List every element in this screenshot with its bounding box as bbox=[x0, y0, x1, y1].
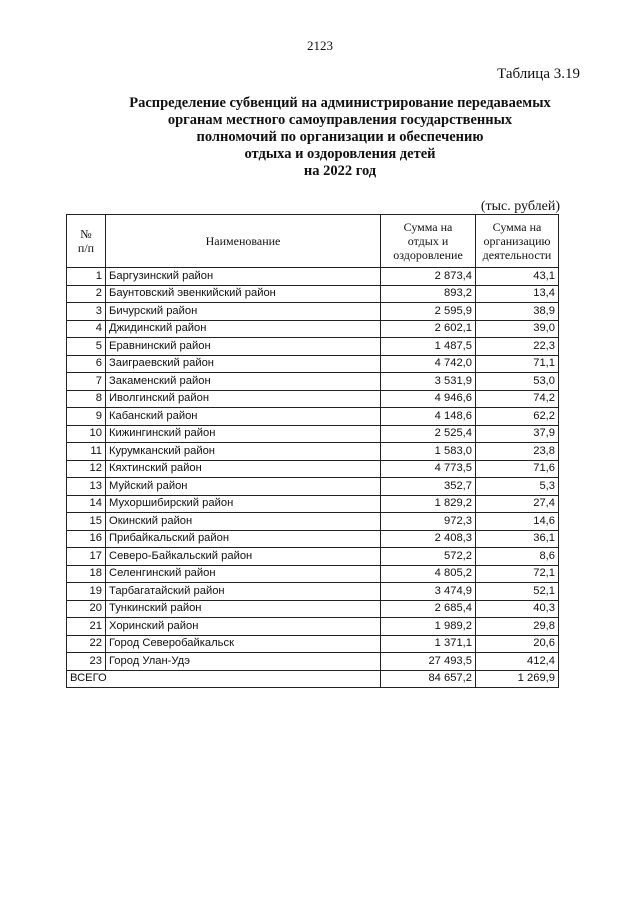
row-number: 10 bbox=[67, 425, 106, 443]
header-rest-line: Сумма на bbox=[403, 220, 453, 234]
row-org-sum: 5,3 bbox=[476, 478, 559, 496]
row-number: 4 bbox=[67, 320, 106, 338]
row-number: 11 bbox=[67, 443, 106, 461]
row-org-sum: 52,1 bbox=[476, 583, 559, 601]
table-row bbox=[67, 653, 559, 671]
row-name: Джидинский район bbox=[106, 320, 381, 338]
table-row bbox=[67, 285, 559, 303]
row-name: Тарбагатайский район bbox=[106, 583, 381, 601]
table-row bbox=[67, 600, 559, 618]
row-number: 20 bbox=[67, 600, 106, 618]
row-org-sum: 74,2 bbox=[476, 390, 559, 408]
row-rest-sum: 4 742,0 bbox=[381, 355, 476, 373]
row-number: 22 bbox=[67, 635, 106, 653]
row-name: Мухоршибирский район bbox=[106, 495, 381, 513]
row-name: Еравнинский район bbox=[106, 338, 381, 356]
row-name: Курумканский район bbox=[106, 443, 381, 461]
row-org-sum: 38,9 bbox=[476, 303, 559, 321]
row-rest-sum: 27 493,5 bbox=[381, 653, 476, 671]
header-name: Наименование bbox=[106, 215, 381, 268]
row-rest-sum: 2 525,4 bbox=[381, 425, 476, 443]
title-line: полномочий по организации и обеспечению bbox=[196, 129, 484, 145]
row-rest-sum: 2 873,4 bbox=[381, 268, 476, 286]
table-row bbox=[67, 320, 559, 338]
total-org-sum: 1 269,9 bbox=[476, 670, 559, 688]
row-org-sum: 23,8 bbox=[476, 443, 559, 461]
row-org-sum: 40,3 bbox=[476, 600, 559, 618]
table-row bbox=[67, 355, 559, 373]
row-number: 1 bbox=[67, 268, 106, 286]
table-row bbox=[67, 425, 559, 443]
row-rest-sum: 4 773,5 bbox=[381, 460, 476, 478]
row-number: 5 bbox=[67, 338, 106, 356]
row-org-sum: 72,1 bbox=[476, 565, 559, 583]
row-rest-sum: 2 602,1 bbox=[381, 320, 476, 338]
total-label: ВСЕГО bbox=[67, 670, 381, 688]
header-rest-sum bbox=[381, 215, 476, 268]
row-rest-sum: 1 989,2 bbox=[381, 618, 476, 636]
table-row bbox=[67, 618, 559, 636]
row-org-sum: 22,3 bbox=[476, 338, 559, 356]
row-name: Бичурский район bbox=[106, 303, 381, 321]
row-number: 7 bbox=[67, 373, 106, 391]
row-rest-sum: 1 371,1 bbox=[381, 635, 476, 653]
row-number: 3 bbox=[67, 303, 106, 321]
title-line: отдыха и оздоровления детей bbox=[244, 146, 436, 162]
row-number: 14 bbox=[67, 495, 106, 513]
row-rest-sum: 4 946,6 bbox=[381, 390, 476, 408]
row-org-sum: 29,8 bbox=[476, 618, 559, 636]
row-number: 12 bbox=[67, 460, 106, 478]
total-rest-sum: 84 657,2 bbox=[381, 670, 476, 688]
row-name: Баунтовский эвенкийский район bbox=[106, 285, 381, 303]
row-number: 15 bbox=[67, 513, 106, 531]
row-rest-sum: 1 829,2 bbox=[381, 495, 476, 513]
row-number: 13 bbox=[67, 478, 106, 496]
row-number: 18 bbox=[67, 565, 106, 583]
row-name: Хоринский район bbox=[106, 618, 381, 636]
row-rest-sum: 2 685,4 bbox=[381, 600, 476, 618]
table-body bbox=[67, 268, 559, 688]
header-org-sum bbox=[476, 215, 559, 268]
row-number: 16 bbox=[67, 530, 106, 548]
table-row bbox=[67, 565, 559, 583]
row-name: Прибайкальский район bbox=[106, 530, 381, 548]
row-name: Кижингинский район bbox=[106, 425, 381, 443]
header-org-line: деятельности bbox=[482, 248, 552, 262]
row-name: Заиграевский район bbox=[106, 355, 381, 373]
table-row bbox=[67, 338, 559, 356]
row-name: Иволгинский район bbox=[106, 390, 381, 408]
row-org-sum: 8,6 bbox=[476, 548, 559, 566]
row-rest-sum: 1 583,0 bbox=[381, 443, 476, 461]
table-row bbox=[67, 408, 559, 426]
row-name: Тункинский район bbox=[106, 600, 381, 618]
row-org-sum: 14,6 bbox=[476, 513, 559, 531]
row-org-sum: 39,0 bbox=[476, 320, 559, 338]
row-rest-sum: 2 595,9 bbox=[381, 303, 476, 321]
row-org-sum: 13,4 bbox=[476, 285, 559, 303]
row-number: 17 bbox=[67, 548, 106, 566]
units-label: (тыс. рублей) bbox=[480, 199, 560, 214]
row-number: 8 bbox=[67, 390, 106, 408]
table-row bbox=[67, 495, 559, 513]
row-name: Окинский район bbox=[106, 513, 381, 531]
table-header-row bbox=[67, 215, 559, 268]
table-label: Таблица 3.19 bbox=[497, 66, 580, 82]
row-name: Закаменский район bbox=[106, 373, 381, 391]
row-number: 9 bbox=[67, 408, 106, 426]
table-row bbox=[67, 635, 559, 653]
title-line: органам местного самоуправления государственных bbox=[167, 112, 513, 128]
table-row bbox=[67, 478, 559, 496]
table-row bbox=[67, 303, 559, 321]
row-org-sum: 53,0 bbox=[476, 373, 559, 391]
title-line: Распределение субвенций на администрирование передаваемых bbox=[129, 95, 551, 111]
row-number: 21 bbox=[67, 618, 106, 636]
table-row bbox=[67, 530, 559, 548]
document-title bbox=[100, 95, 580, 180]
header-org-line: организацию bbox=[483, 234, 551, 248]
row-org-sum: 43,1 bbox=[476, 268, 559, 286]
row-number: 2 bbox=[67, 285, 106, 303]
row-rest-sum: 4 148,6 bbox=[381, 408, 476, 426]
table-row bbox=[67, 268, 559, 286]
total-row bbox=[67, 670, 559, 688]
header-rest-line: отдых и bbox=[407, 234, 449, 248]
subvention-table bbox=[66, 214, 559, 688]
table-row bbox=[67, 583, 559, 601]
table-row bbox=[67, 373, 559, 391]
row-rest-sum: 4 805,2 bbox=[381, 565, 476, 583]
row-rest-sum: 3 474,9 bbox=[381, 583, 476, 601]
table-row bbox=[67, 390, 559, 408]
row-name: Северо-Байкальский район bbox=[106, 548, 381, 566]
row-name: Город Северобайкальск bbox=[106, 635, 381, 653]
header-number-line: п/п bbox=[77, 241, 95, 255]
table-row bbox=[67, 548, 559, 566]
row-rest-sum: 352,7 bbox=[381, 478, 476, 496]
row-org-sum: 27,4 bbox=[476, 495, 559, 513]
row-number: 6 bbox=[67, 355, 106, 373]
row-org-sum: 71,6 bbox=[476, 460, 559, 478]
row-org-sum: 36,1 bbox=[476, 530, 559, 548]
row-org-sum: 62,2 bbox=[476, 408, 559, 426]
row-org-sum: 37,9 bbox=[476, 425, 559, 443]
header-number bbox=[67, 215, 106, 268]
row-org-sum: 71,1 bbox=[476, 355, 559, 373]
row-name: Баргузинский район bbox=[106, 268, 381, 286]
row-rest-sum: 2 408,3 bbox=[381, 530, 476, 548]
header-number-line: № bbox=[80, 227, 92, 241]
row-org-sum: 20,6 bbox=[476, 635, 559, 653]
title-line: на 2022 год bbox=[303, 163, 377, 179]
row-name: Кабанский район bbox=[106, 408, 381, 426]
row-rest-sum: 572,2 bbox=[381, 548, 476, 566]
page-number: 2123 bbox=[307, 38, 333, 53]
table-row bbox=[67, 513, 559, 531]
row-rest-sum: 1 487,5 bbox=[381, 338, 476, 356]
row-org-sum: 412,4 bbox=[476, 653, 559, 671]
row-name: Селенгинский район bbox=[106, 565, 381, 583]
row-number: 19 bbox=[67, 583, 106, 601]
row-name: Кяхтинский район bbox=[106, 460, 381, 478]
row-name: Муйский район bbox=[106, 478, 381, 496]
row-rest-sum: 893,2 bbox=[381, 285, 476, 303]
header-org-line: Сумма на bbox=[492, 220, 542, 234]
row-rest-sum: 972,3 bbox=[381, 513, 476, 531]
table-row bbox=[67, 443, 559, 461]
table-row bbox=[67, 460, 559, 478]
row-number: 23 bbox=[67, 653, 106, 671]
header-rest-line: оздоровление bbox=[393, 248, 463, 262]
row-name: Город Улан-Удэ bbox=[106, 653, 381, 671]
row-rest-sum: 3 531,9 bbox=[381, 373, 476, 391]
